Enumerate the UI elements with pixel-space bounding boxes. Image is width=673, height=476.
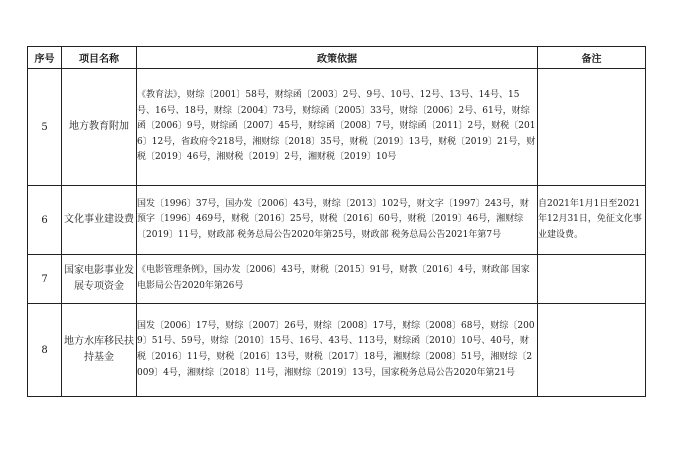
table-row (28, 255, 646, 304)
table-row (28, 186, 646, 255)
policy-table (27, 46, 646, 397)
row-policy-basis: 《教育法》，财综〔2001〕58号，财综函〔2003〕2号、9号、10号、12号、13号、14号、15号、16号、18号，财综〔2004〕73号，财综函〔2005〕33号，财综〔2006〕2号、61号，财综函〔2006〕9号，财综函〔2007〕45号，财综函〔2008〕7号，财综函〔2011〕2号，财税〔2016〕12号，省政府令218号，湘财综〔2018〕35号，财税〔2019〕13号，财税〔2019〕21号，财税〔2019〕46号，湘财税〔2019〕2号，湘财税〔2019〕10号 (137, 69, 538, 186)
row-remarks (538, 304, 646, 397)
row-project-name: 文化事业建设费 (62, 186, 137, 255)
header-serial-number: 序号 (28, 47, 62, 69)
header-project-name: 项目名称 (62, 47, 137, 69)
table-row (28, 69, 646, 186)
row-policy-basis: 国发〔2006〕17号，财综〔2007〕26号，财综〔2008〕17号，财综〔2008〕68号，财综〔2009〕51号、59号，财综〔2010〕15号、16号、43号、113号，财综函〔2010〕10号、40号，财税〔2016〕11号，财税〔2016〕13号，财税〔2017〕18号，湘财综〔2008〕51号，湘财综〔2009〕4号，湘财综〔2018〕11号，湘财综〔2019〕13号，国家税务总局公告2020年第21号 (137, 304, 538, 397)
header-row (28, 47, 646, 69)
row-policy-basis: 《电影管理条例》，国办发〔2006〕43号，财税〔2015〕91号，财教〔2016〕4号，财政部 国家电影局公告2020年第26号 (137, 255, 538, 304)
row-remarks (538, 69, 646, 186)
header-remarks: 备注 (538, 47, 646, 69)
table-row (28, 304, 646, 397)
row-remarks (538, 255, 646, 304)
row-remarks: 自2021年1月1日至2021年12月31日，免征文化事业建设费。 (538, 186, 646, 255)
row-project-name: 地方水库移民扶持基金 (62, 304, 137, 397)
header-policy-basis: 政策依据 (137, 47, 538, 69)
row-serial-number: 6 (28, 186, 62, 255)
row-project-name: 国家电影事业发展专项资金 (62, 255, 137, 304)
row-project-name: 地方教育附加 (62, 69, 137, 186)
row-serial-number: 7 (28, 255, 62, 304)
row-policy-basis: 国发〔1996〕37号，国办发〔2006〕43号，财综〔2013〕102号，财文字〔1997〕243号，财预字〔1996〕469号，财税〔2016〕25号，财税〔2016〕60号，财税〔2019〕46号，湘财综〔2019〕11号，财政部 税务总局公告2020年第25号，财政部 税务总局公告2021年第7号 (137, 186, 538, 255)
row-serial-number: 8 (28, 304, 62, 397)
row-serial-number: 5 (28, 69, 62, 186)
